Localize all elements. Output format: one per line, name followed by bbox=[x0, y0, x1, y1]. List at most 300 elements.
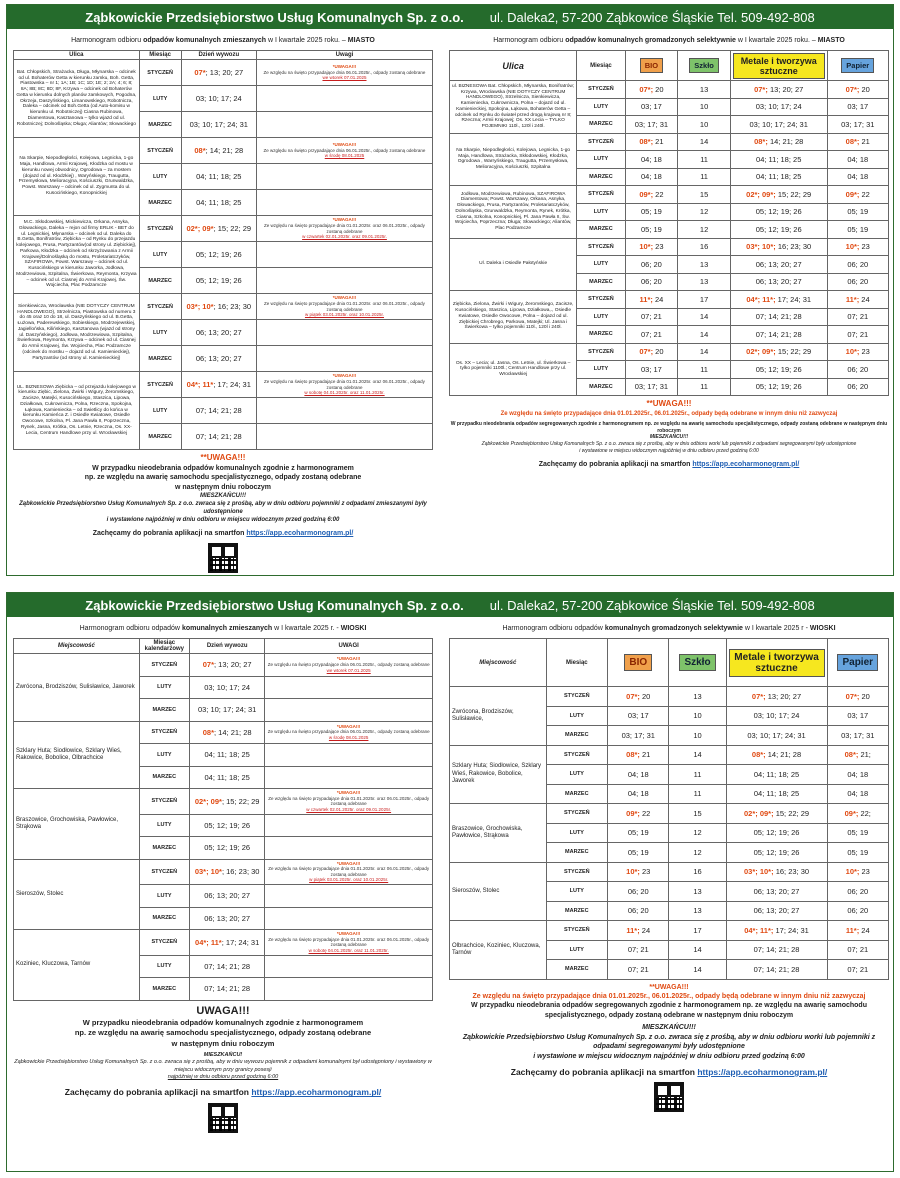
regular-dates: 07; 14; 21; 28 bbox=[204, 961, 251, 971]
pickup-dates bbox=[189, 859, 264, 885]
month-label: MARZEC bbox=[139, 346, 181, 372]
note-date: w piątek 03.01.2025r. oraz 10.01.2025r. bbox=[309, 877, 389, 883]
empty-note bbox=[265, 766, 433, 789]
holiday-date: 10*; bbox=[759, 867, 776, 877]
month-label: LUTY bbox=[546, 823, 607, 843]
metal-plastic-dates bbox=[730, 186, 827, 204]
empty-note bbox=[256, 164, 432, 190]
month-label: MARZEC bbox=[139, 907, 189, 930]
regular-date: 20 bbox=[861, 691, 870, 701]
holiday-note bbox=[265, 654, 433, 677]
paper-dates: 05; 19 bbox=[827, 221, 889, 239]
mixed-footer: **UWAGA!!! W przypadku nieodebrania odpadów komunalnych zgodnie z harmonogramem np. ze względu na awarię samochodu specjalistycznego, odpady zostaną odebrane w następnym dniu roboczym MIESZKAŃCU!!! Ząbkowickie Przedsiębiorstwo Usług Komunalnych Sp. z o.o. zwraca się z prośbą, aby w dniu odbioru pojemniki z odpadami zmieszanymi były udostępnione i wystawione najpóźniej w dniu odbioru w miejscu widocznym przed godziną 6:00 Zachęcamy do pobrania aplikacji na smartfon https://app.ecoharmonogram.pl/ bbox=[13, 453, 433, 573]
metal-plastic-dates bbox=[730, 343, 827, 361]
month-label: MARZEC bbox=[546, 843, 607, 863]
metal-plastic-dates: 05; 12; 19; 26 bbox=[726, 843, 827, 863]
table-row bbox=[450, 921, 889, 941]
regular-date: 23 bbox=[642, 867, 651, 877]
regular-date: 30 bbox=[800, 867, 810, 877]
qr-code-icon bbox=[654, 1082, 684, 1112]
selective-waste-city-section bbox=[449, 33, 889, 469]
bio-dates: 06; 20 bbox=[608, 882, 669, 902]
holiday-date: 07*; bbox=[845, 84, 862, 94]
regular-date: 23 bbox=[861, 242, 870, 252]
street-list: Jodłowa, Modrzewiowa, Rubinowa, SZAFIROWA Diamentowa; Powst. Warszawy, Orkana, Asnyka, Głowackiego, Prusa, Partyzantów, Proletariatczyków, Dolnośląska, Grunwaldzka, Reymonta, Rynek, Krótka, Ciasna, Szkolna, Konopnickiej, Pl. Jana Pawła II, Św. Wojciecha, Poprzeczna; Długa; Słowackiego; Aliantów, Plac Podzamcze bbox=[450, 186, 577, 239]
regular-date: 23 bbox=[861, 867, 870, 877]
regular-date: 21 bbox=[655, 137, 664, 147]
empty-note bbox=[265, 955, 433, 978]
glass-dates: 11 bbox=[669, 784, 726, 804]
regular-date: 23; bbox=[790, 242, 803, 252]
metal-plastic-dates bbox=[726, 921, 827, 941]
metal-plastic-dates bbox=[726, 862, 827, 882]
metal-plastic-dates: 05; 12; 19; 26 bbox=[730, 221, 827, 239]
regular-date: 22 bbox=[655, 189, 664, 199]
paper-dates: 07; 21 bbox=[827, 940, 888, 960]
month-label: STYCZEŃ bbox=[139, 216, 181, 242]
mixed-waste-villages-section bbox=[13, 621, 433, 1133]
holiday-date: 02*; 09* bbox=[186, 224, 214, 233]
month-label: MARZEC bbox=[139, 268, 181, 294]
month-label: MARZEC bbox=[577, 378, 625, 396]
empty-note bbox=[256, 346, 432, 372]
metal-plastic-dates: 05; 12; 19; 26 bbox=[730, 378, 827, 396]
empty-note bbox=[265, 744, 433, 767]
holiday-date: 02*; bbox=[746, 189, 763, 199]
metal-plastic-dates: 04; 11; 18; 25 bbox=[726, 784, 827, 804]
street-list: Szklary Huta; Siodłowice, Szklary Wieś, Rakowice, Bobolice, Jaworek bbox=[450, 745, 547, 804]
col-header-glass bbox=[678, 51, 731, 81]
regular-date: 15; bbox=[777, 347, 791, 357]
col-header-street: Ulica bbox=[14, 51, 140, 60]
regular-dates: ; 17; 24; 31 bbox=[221, 937, 260, 947]
pickup-dates bbox=[189, 699, 264, 722]
glass-dates: 13 bbox=[678, 273, 731, 291]
metal-plastic-dates: 03; 10; 17; 24; 31 bbox=[726, 726, 827, 746]
month-label: LUTY bbox=[139, 885, 189, 908]
month-label: LUTY bbox=[577, 308, 625, 326]
paper-dates: 04; 18 bbox=[827, 151, 889, 169]
col-header-month: Miesiąc bbox=[546, 639, 607, 687]
metal-plastic-dates bbox=[730, 291, 827, 309]
note-warning: *UWAGA!!! bbox=[332, 217, 357, 223]
metal-plastic-dates: 03; 10; 17; 24 bbox=[730, 98, 827, 116]
pickup-dates bbox=[181, 164, 256, 190]
bio-dates: 03; 17; 31 bbox=[625, 378, 678, 396]
pickup-dates bbox=[189, 978, 264, 1001]
regular-date: 16; bbox=[775, 867, 789, 877]
month-label: LUTY bbox=[139, 320, 181, 346]
paper-dates: 04; 18 bbox=[827, 168, 889, 186]
holiday-date: 03*; bbox=[746, 242, 763, 252]
glass-dates: 13 bbox=[669, 687, 726, 707]
paper-dates: 04; 18 bbox=[827, 784, 888, 804]
note-warning: *UWAGA!!! bbox=[336, 656, 361, 662]
month-label: STYCZEŃ bbox=[577, 186, 625, 204]
table-row bbox=[450, 291, 889, 309]
month-label: MARZEC bbox=[139, 190, 181, 216]
regular-date: 13; bbox=[769, 84, 783, 94]
empty-note bbox=[265, 837, 433, 860]
month-label: STYCZEŃ bbox=[546, 862, 607, 882]
street-list: Szklary Huta; Siodłowice, Szklary Wieś, Rakowice, Bobolice, Olbrachcice bbox=[14, 721, 140, 789]
regular-dates: 07; 14; 21; 28 bbox=[195, 432, 242, 441]
month-label: MARZEC bbox=[577, 116, 625, 134]
metal-plastic-dates: 03; 10; 17; 24; 31 bbox=[730, 116, 827, 134]
mixed-waste-city-section bbox=[13, 33, 433, 573]
glass-dates: 13 bbox=[669, 901, 726, 921]
empty-note bbox=[265, 814, 433, 837]
mixed-waste-table bbox=[13, 50, 433, 450]
holiday-date: 03*; 10* bbox=[186, 302, 214, 311]
street-list: Sieroszów, Stolec bbox=[14, 859, 140, 930]
month-label: STYCZEŃ bbox=[139, 930, 189, 956]
bio-dates: 07; 21 bbox=[625, 326, 678, 344]
month-label: STYCZEŃ bbox=[577, 81, 625, 99]
regular-dates: 04; 11; 18; 25 bbox=[196, 172, 242, 181]
empty-note bbox=[256, 320, 432, 346]
selective-footer: **UWAGA!!! Ze względu na święto przypadające dnia 01.01.2025r., 06.01.2025r., odpady będą odebrane w innym dniu niż zazwyczaj W przypadku nieodebrania odpadów segregowanych zgodnie z harmonogramem np. ze względu na awarię samochodu specjalistycznego, odpady zostaną odebrane w następnym dniu roboczym MIESZKAŃCU!!! Ząbkowickie Przedsiębiorstwo Usług Komunalnych Sp. z o.o. zwraca się z prośbą, aby w dniu odbioru worki lub pojemniki z odpadami segregowanymi były udostępnione i wystawione w miejscu widocznym najpóźniej w dniu odbioru przed godziną 6:00 Zachęcamy do pobrania aplikacji na smartfon https://app.ecoharmonogram.pl/ bbox=[450, 399, 888, 468]
holiday-date: 08*; bbox=[639, 137, 656, 147]
paper-dates bbox=[827, 81, 889, 99]
paper-dates: 06; 20 bbox=[827, 361, 889, 379]
regular-date: 16; bbox=[777, 242, 791, 252]
note-warning: *UWAGA!!! bbox=[336, 790, 361, 795]
metal-plastic-dates: 07; 14; 21; 28 bbox=[726, 960, 827, 980]
regular-dates: 03; 10; 17; 24 bbox=[204, 682, 251, 692]
holiday-note bbox=[265, 721, 433, 744]
month-label: MARZEC bbox=[139, 837, 189, 860]
month-label: STYCZEŃ bbox=[139, 789, 189, 815]
bio-dates bbox=[608, 862, 669, 882]
holiday-note bbox=[256, 216, 432, 242]
regular-date: 28 bbox=[794, 137, 804, 147]
regular-dates: 07; 14; 21; 28 bbox=[195, 406, 242, 415]
regular-date: 22; bbox=[790, 347, 803, 357]
regular-date: 15; bbox=[775, 808, 789, 818]
empty-note bbox=[256, 424, 432, 450]
paper-dates bbox=[827, 343, 889, 361]
metal-plastic-dates: 07; 14; 21; 28 bbox=[730, 308, 827, 326]
glass-dates: 14 bbox=[669, 745, 726, 765]
bio-dates: 07; 21 bbox=[608, 940, 669, 960]
bio-dates: 03; 17 bbox=[625, 98, 678, 116]
month-label: STYCZEŃ bbox=[546, 921, 607, 941]
pickup-dates bbox=[181, 216, 256, 242]
holiday-date: 10*; bbox=[639, 242, 656, 252]
bio-dates bbox=[608, 921, 669, 941]
month-label: MARZEC bbox=[546, 784, 607, 804]
glass-dates: 14 bbox=[678, 133, 731, 151]
pickup-dates bbox=[181, 372, 256, 398]
col-header-bio bbox=[625, 51, 678, 81]
pickup-dates bbox=[189, 654, 264, 677]
pickup-dates bbox=[181, 60, 256, 86]
regular-date: 22; bbox=[860, 808, 871, 818]
company-name: Ząbkowickie Przedsiębiorstwo Usług Komunalnych Sp. z o.o. bbox=[85, 9, 464, 25]
month-label: STYCZEŃ bbox=[139, 859, 189, 885]
street-list: Olbrachcice, Koziniec, Kluczowa, Tarnów bbox=[450, 921, 547, 980]
pickup-dates bbox=[189, 744, 264, 767]
regular-dates: 05; 12; 19; 26 bbox=[195, 276, 242, 285]
month-label: STYCZEŃ bbox=[577, 133, 625, 151]
paper-badge: Papier bbox=[841, 58, 874, 73]
regular-date: 21; bbox=[860, 750, 871, 760]
table-row bbox=[14, 859, 433, 885]
holiday-date: 08* bbox=[202, 727, 215, 737]
table-row bbox=[14, 721, 433, 744]
month-label: STYCZEŃ bbox=[139, 60, 181, 86]
col-header-notes: UWAGI bbox=[265, 639, 433, 654]
table-row bbox=[14, 138, 433, 164]
holiday-date: 11*; bbox=[845, 925, 862, 935]
col-header-paper bbox=[827, 51, 889, 81]
paper-dates: 05; 19 bbox=[827, 823, 888, 843]
holiday-date: 07*; bbox=[639, 84, 656, 94]
paper-dates: 03; 17 bbox=[827, 706, 888, 726]
bio-dates bbox=[625, 133, 678, 151]
month-label: MARZEC bbox=[577, 168, 625, 186]
glass-dates: 11 bbox=[678, 168, 731, 186]
month-label: STYCZEŃ bbox=[546, 687, 607, 707]
regular-date: 22 bbox=[861, 189, 870, 199]
note-warning: *UWAGA!!! bbox=[336, 931, 361, 936]
holiday-date: 03*; 10* bbox=[194, 867, 222, 877]
selective-waste-table bbox=[449, 50, 889, 396]
note-warning: *UWAGA!!! bbox=[336, 723, 361, 729]
street-list: Na Skarpie, Niepodległości, Kolejowa, Legnicka, 1-go Maja, Handlowa, Strażacka, Skłodowskiej, Kłodzka, Ogrodowa , Warryńskiego, Traugutta, Przemysłowa, Melioracyjna, Kościuszki, Szpitalna bbox=[450, 133, 577, 186]
app-link[interactable]: https://app.ecoharmonogram.pl/ bbox=[246, 530, 354, 538]
table-row bbox=[450, 186, 889, 204]
holiday-date: 02*; bbox=[746, 347, 763, 357]
metal-plastic-dates bbox=[730, 81, 827, 99]
note-warning: *UWAGA!!! bbox=[336, 860, 361, 866]
month-label: LUTY bbox=[577, 256, 625, 274]
company-name: Ząbkowickie Przedsiębiorstwo Usług Komunalnych Sp. z o.o. bbox=[85, 597, 464, 613]
holiday-date: 11*; bbox=[760, 925, 776, 935]
paper-dates bbox=[827, 238, 889, 256]
glass-dates: 12 bbox=[678, 203, 731, 221]
bio-dates bbox=[608, 745, 669, 765]
metal-plastic-dates: 06; 13; 20; 27 bbox=[726, 901, 827, 921]
pickup-dates bbox=[181, 86, 256, 112]
holiday-date: 04*; bbox=[744, 925, 761, 935]
holiday-date: 11*; bbox=[845, 294, 862, 304]
regular-date: 15; bbox=[777, 189, 791, 199]
glass-dates: 11 bbox=[669, 765, 726, 785]
empty-note bbox=[265, 907, 433, 930]
street-list: Braszowice, Grochowiska, Pawłowice, Strąkowa bbox=[450, 804, 547, 863]
paper-dates: 07; 21 bbox=[827, 960, 888, 980]
bio-dates: 06; 20 bbox=[625, 256, 678, 274]
metal-plastic-dates: 04; 11; 18; 25 bbox=[730, 151, 827, 169]
regular-date: 23 bbox=[655, 242, 664, 252]
glass-dates: 17 bbox=[678, 291, 731, 309]
pickup-dates bbox=[189, 766, 264, 789]
glass-dates: 14 bbox=[678, 326, 731, 344]
holiday-date: 10*; bbox=[845, 242, 862, 252]
holiday-note bbox=[256, 294, 432, 320]
street-list: Na Skarpie, Niepodległości, Kolejowa, Legnicka, 1-go Maja, Handlowa, Armii Krajowej, Kłodzka od mostu w kierunku nowej obwodnicy, Ogrodowa – za mostem (dojazd od ul. Kłodzkiej) , Waryńskiego, Traugutta, Przemysłowa, Melioracyjna, Kościuszki, Grunwaldzka, Powst. Warszawy – odcinek od ul. Zygmunta do ul. Kusocińskiego, Konopnickiej bbox=[14, 138, 140, 216]
regular-date: 23 bbox=[861, 347, 870, 357]
selective-footer: **UWAGA!!! Ze względu na święto przypadające dnia 01.01.2025r., 06.01.2025r., odpady będą odebrane w innym dniu niż zazwyczaj W przypadku nieodebrania odpadów segregowanych zgodnie z harmonogramem np. ze względu na awarię samochodu specjalistycznego, odpady zostaną odebrane w następnym dniu roboczym MIESZKAŃCU!!! Ząbkowickie Przedsiębiorstwo Usług Komunalnych Sp. z o.o. zwraca się z prośbą, aby w dniu odbioru worki lub pojemniki z odpadami segregowanymi były udostępnione i wystawione w miejscu widocznym najpóźniej w dniu odbioru przed godziną 6:00 Zachęcamy do pobrania aplikacji na smartfon https://app.ecoharmonogram.pl/ bbox=[449, 983, 889, 1113]
holiday-date: 02*; 09* bbox=[194, 796, 222, 806]
month-label: STYCZEŃ bbox=[139, 294, 181, 320]
holiday-note bbox=[256, 372, 432, 398]
month-label: LUTY bbox=[546, 706, 607, 726]
app-promo: Zachęcamy do pobrania aplikacji na smartfon https://app.ecoharmonogram.pl/ bbox=[64, 1087, 382, 1098]
month-label: LUTY bbox=[546, 765, 607, 785]
regular-date: 29 bbox=[800, 808, 810, 818]
regular-date: 24 bbox=[861, 294, 870, 304]
section-title: Harmonogram odbioru odpadów komunalnych gromadzonych selektywnie w I kwartale 2025 roku. – MIASTO bbox=[493, 37, 845, 44]
note-date: w czwartek 02.01.2025r. oraz 09.01.2025r. bbox=[306, 806, 392, 812]
empty-note bbox=[265, 885, 433, 908]
month-label: LUTY bbox=[577, 203, 625, 221]
regular-dates: 04; 11; 18; 25 bbox=[204, 772, 250, 782]
app-promo: Zachęcamy do pobrania aplikacji na smartfon https://app.ecoharmonogram.pl/ bbox=[92, 530, 354, 538]
paper-dates bbox=[827, 745, 888, 765]
regular-date: 24 bbox=[654, 294, 664, 304]
holiday-date: 09*; bbox=[762, 189, 778, 199]
month-label: LUTY bbox=[139, 814, 189, 837]
glass-dates: 12 bbox=[669, 823, 726, 843]
holiday-date: 09*; bbox=[759, 808, 776, 818]
holiday-date: 08*; bbox=[844, 750, 861, 760]
empty-note bbox=[265, 676, 433, 699]
month-label: STYCZEŃ bbox=[546, 745, 607, 765]
table-row bbox=[450, 862, 889, 882]
month-label: MARZEC bbox=[139, 424, 181, 450]
regular-dates: 05; 12; 19; 26 bbox=[204, 843, 251, 853]
table-row bbox=[450, 745, 889, 765]
glass-dates: 16 bbox=[669, 862, 726, 882]
paper-dates: 06; 20 bbox=[827, 882, 888, 902]
col-header-bio bbox=[608, 639, 669, 687]
glass-dates: 12 bbox=[669, 843, 726, 863]
holiday-date: 09*; bbox=[845, 189, 862, 199]
regular-dates: 06; 13; 20; 27 bbox=[195, 328, 242, 337]
pickup-dates bbox=[181, 268, 256, 294]
metal-plastic-dates: 03; 10; 17; 24 bbox=[726, 706, 827, 726]
note-text: Ze względu na święto przypadające dnia 01.01.2025r. oraz 06.01.2025r., odpady zostaną odebrane bbox=[264, 300, 425, 312]
note-date: we wtorek 07.01.2025 bbox=[322, 75, 367, 81]
holiday-date: 09*; bbox=[844, 808, 861, 818]
holiday-date: 04*; 11* bbox=[195, 937, 222, 947]
street-list: Bat. Chłopskich, Strażacka, Długa, Młynarska – odcinek od ul. Bohaterów Getta w kierunku zamku, Boh. Getta, Piastowska – nr 1; 1A; 1B; 1C; 1D; 1E; 2; 2A; 4; 6; 8; 8A; 8B; 8C; 8D; 8F, Krzywa – odcinek od Bohaterów Getta w kierunku dolnych planów zamkowych, Pogodna, Okrzeja, Daszyńskiego, Limanowskiego, Robotnicza, Daleka – odcinek od Boh.Getta (od Auto-komisu w kierunku ul. Robotniczej) Ciasna Rubinowa, Diamentowa, Kasztanowa – tylko wjazd od ul. Robotniczej; Dolnośląska; Długa; Aliantów; Słowackiego bbox=[14, 60, 140, 138]
pickup-dates bbox=[189, 955, 264, 978]
regular-dates: 03; 10; 17; 24; 31 bbox=[197, 705, 257, 715]
pickup-dates bbox=[181, 398, 256, 424]
bio-dates: 04; 18 bbox=[625, 168, 678, 186]
note-warning: *UWAGA!!! bbox=[332, 373, 357, 379]
holiday-date: 08*; bbox=[845, 137, 862, 147]
holiday-date: 07*; bbox=[626, 691, 642, 701]
bio-badge: BIO bbox=[624, 654, 652, 671]
col-header-metal bbox=[726, 639, 827, 687]
col-header-day: Dzień wywozu bbox=[189, 639, 264, 654]
regular-date: 17; bbox=[775, 925, 788, 935]
empty-note bbox=[256, 268, 432, 294]
empty-note bbox=[256, 86, 432, 112]
regular-date: 20 bbox=[655, 347, 664, 357]
regular-dates: 05; 12; 19; 26 bbox=[204, 820, 251, 830]
regular-dates: 03; 10; 17; 24; 31 bbox=[189, 120, 248, 129]
pickup-dates bbox=[189, 814, 264, 837]
empty-note bbox=[256, 242, 432, 268]
note-date: w sobotę 04.01.2025r. oraz 11.01.2025r. bbox=[304, 390, 385, 396]
company-address: ul. Daleka2, 57-200 Ząbkowice Śląskie Tel. 509-492-808 bbox=[489, 9, 815, 25]
metal-plastic-badge: Metale i tworzywa sztuczne bbox=[729, 649, 825, 677]
paper-dates: 04; 18 bbox=[827, 765, 888, 785]
empty-note bbox=[265, 699, 433, 722]
holiday-note bbox=[256, 138, 432, 164]
app-link[interactable]: https://app.ecoharmonogram.pl/ bbox=[697, 1067, 828, 1077]
qr-code-icon bbox=[208, 1103, 238, 1133]
col-header-glass bbox=[669, 639, 726, 687]
pickup-dates bbox=[181, 112, 256, 138]
col-header-metal bbox=[730, 51, 827, 81]
month-label: STYCZEŃ bbox=[577, 343, 625, 361]
app-link[interactable]: https://app.ecoharmonogram.pl/ bbox=[692, 460, 800, 468]
holiday-date: 07* bbox=[202, 660, 215, 670]
table-row bbox=[450, 804, 889, 824]
metal-plastic-dates bbox=[730, 238, 827, 256]
table-row bbox=[450, 343, 889, 361]
month-label: LUTY bbox=[577, 151, 625, 169]
header-bar bbox=[7, 5, 893, 29]
bio-dates: 05; 19 bbox=[625, 203, 678, 221]
selective-waste-table bbox=[449, 638, 889, 980]
bio-dates: 05; 19 bbox=[625, 221, 678, 239]
street-list: Koziniec, Kluczowa, Tarnów bbox=[14, 930, 140, 1001]
month-label: LUTY bbox=[139, 398, 181, 424]
regular-date: 14; bbox=[769, 137, 783, 147]
app-link[interactable]: https://app.ecoharmonogram.pl/ bbox=[251, 1087, 382, 1098]
schedule-sheet-city bbox=[6, 4, 894, 576]
month-label: LUTY bbox=[546, 882, 607, 902]
regular-date: 20 bbox=[655, 84, 664, 94]
regular-dates: 07; 14; 21; 28 bbox=[204, 984, 251, 994]
metal-plastic-dates: 07; 14; 21; 28 bbox=[730, 326, 827, 344]
regular-date: 13; bbox=[767, 691, 781, 701]
month-label: LUTY bbox=[546, 940, 607, 960]
table-row bbox=[450, 81, 889, 99]
regular-date: 29 bbox=[802, 347, 812, 357]
regular-dates: 06; 13; 20; 27 bbox=[204, 913, 251, 923]
col-header-place: Miejscowość bbox=[450, 639, 547, 687]
regular-date: 20 bbox=[861, 84, 870, 94]
regular-dates: ; 13; 20; 27 bbox=[205, 68, 244, 77]
holiday-note bbox=[256, 60, 432, 86]
metal-plastic-dates bbox=[726, 687, 827, 707]
table-row bbox=[14, 789, 433, 815]
month-label: MARZEC bbox=[577, 273, 625, 291]
month-label: STYCZEŃ bbox=[139, 654, 189, 677]
note-text: Ze względu na święto przypadające dnia 01.01.2025r. oraz 06.01.2025r., odpady zostaną odebrane bbox=[268, 866, 430, 877]
street-list: Sieroszów, Stolec bbox=[450, 862, 547, 921]
pickup-dates bbox=[189, 721, 264, 744]
regular-dates: ; 13; 20; 27 bbox=[214, 660, 252, 670]
holiday-date: 03*; bbox=[744, 867, 760, 877]
paper-dates bbox=[827, 133, 889, 151]
paper-dates bbox=[827, 291, 889, 309]
metal-plastic-dates: 04; 11; 18; 25 bbox=[726, 765, 827, 785]
holiday-date: 07* bbox=[194, 68, 206, 77]
month-label: MARZEC bbox=[139, 766, 189, 789]
month-label: LUTY bbox=[139, 164, 181, 190]
schedule-sheet-villages bbox=[6, 592, 894, 1172]
